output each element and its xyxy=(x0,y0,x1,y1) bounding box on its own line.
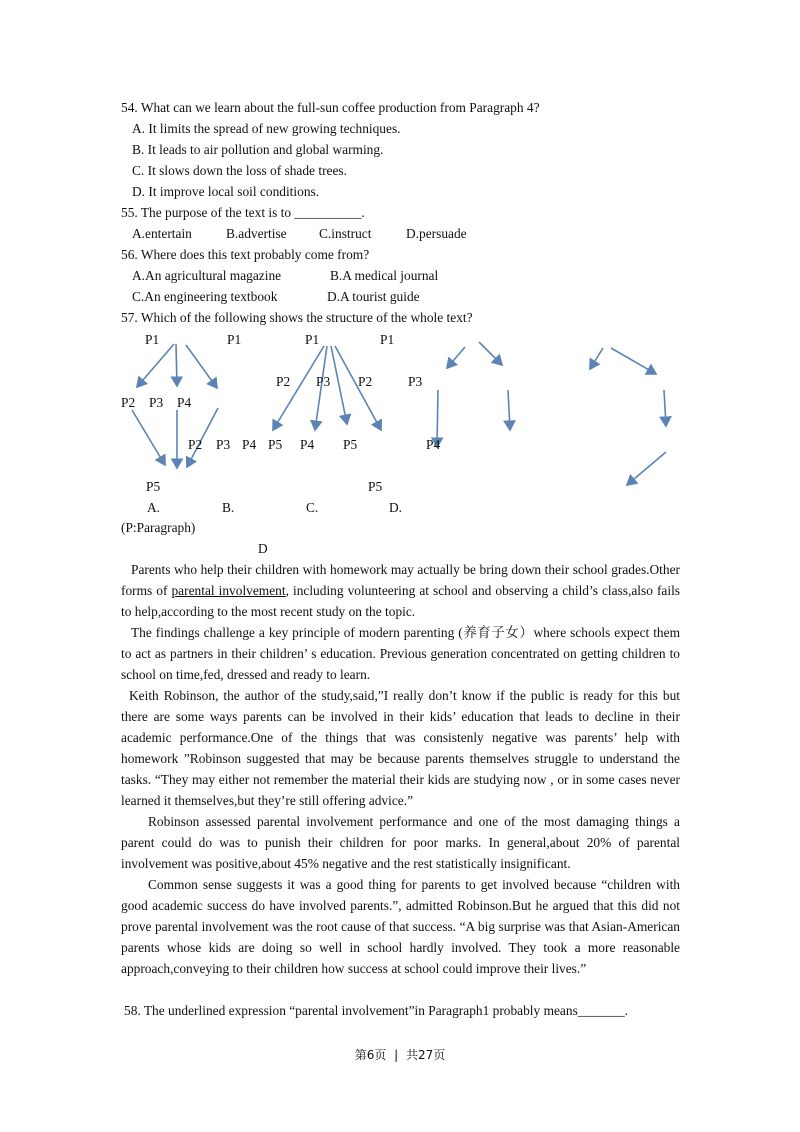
arrow-a-p1-p4 xyxy=(186,345,217,388)
footer-separator: | xyxy=(394,1048,399,1062)
arrow-d7 xyxy=(664,390,666,426)
diagram-d-p4: P4 xyxy=(426,437,441,452)
q57-option-d: D. xyxy=(389,500,403,515)
page-total: 共27页 xyxy=(406,1048,446,1062)
arrow-a-p1-p2 xyxy=(137,344,174,387)
diagram-a-p3: P3 xyxy=(149,395,164,410)
q54-option-d: D. It improve local soil conditions. xyxy=(132,184,320,199)
diagram-a-p4: P4 xyxy=(177,395,192,410)
structure-diagram xyxy=(0,0,800,520)
page-number: 第6页 xyxy=(354,1048,387,1062)
arrow-d6 xyxy=(611,348,656,374)
diagram-b-p3-row: P3 xyxy=(216,437,231,452)
q56-option-c: C.An engineering textbook xyxy=(132,289,278,304)
arrow-d8 xyxy=(627,452,666,485)
diagram-c-p5: P5 xyxy=(343,437,358,452)
passage-p1-after: , including volunteering at school and observing a child’s class,also fails to help,according to the most recent study on the topic. xyxy=(121,583,680,619)
page-footer xyxy=(0,1046,800,1063)
answer-line: D xyxy=(258,541,268,556)
underlined-expression: parental involvement xyxy=(171,583,286,598)
diagram-b-p1: P1 xyxy=(227,332,242,347)
q54-stem: 54. What can we learn about the full-sun coffee production from Paragraph 4? xyxy=(121,100,540,115)
q54-option-b: B. It leads to air pollution and global warming. xyxy=(132,142,384,157)
q57-option-c: C. xyxy=(306,500,319,515)
diagram-d-p3: P3 xyxy=(408,374,423,389)
passage-paragraph-5: Common sense suggests it was a good thing for parents to get involved because “children with good academic success do have involved parents.”, admitted Robinson.But he argued that this did not prove parental involvement was the root cause of that success. “A big surprise was that Asian-American parents whose kids are doing so well in school hardly involved. They took a more reasonable approach,conveying to their children how success at school could improve their lives.” xyxy=(121,877,680,976)
diagram-c-p1: P1 xyxy=(305,332,320,347)
q55-stem: 55. The purpose of the text is to __________. xyxy=(121,205,365,220)
diagram-d-p1: P1 xyxy=(380,332,395,347)
diagram-b-p2: P2 xyxy=(276,374,291,389)
q56-stem: 56. Where does this text probably come from? xyxy=(121,247,370,262)
diagram-a-p5: P5 xyxy=(146,479,161,494)
q58-stem: 58. The underlined expression “parental involvement”in Paragraph1 probably means_______. xyxy=(124,1003,628,1018)
passage-paragraph-2: The findings challenge a key principle of modern parenting (养育子女）where schools expect them to act as partners in their children’ s education. Previous generation concentrated on getting children to school on time,fed, dressed and ready to learn. xyxy=(121,625,680,682)
arrow-c-p1-p4 xyxy=(331,346,347,424)
arrow-d5 xyxy=(590,348,603,369)
diagram-a-p1: P1 xyxy=(145,332,160,347)
diagram-b-p3: P3 xyxy=(316,374,331,389)
q55-option-a: A.entertain xyxy=(132,226,192,241)
q55-option-d: D.persuade xyxy=(406,226,467,241)
q54-option-a: A. It limits the spread of new growing techniques. xyxy=(132,121,401,136)
diagram-c-p4: P4 xyxy=(300,437,315,452)
q57-option-a: A. xyxy=(147,500,161,515)
q55-option-c: C.instruct xyxy=(319,226,372,241)
q57-note: (P:Paragraph) xyxy=(121,520,196,535)
passage-paragraph-1 xyxy=(121,559,680,622)
q56-option-b: B.A medical journal xyxy=(330,268,439,283)
arrow-a-p1-p3 xyxy=(176,344,177,386)
arrow-a-p2-p5 xyxy=(132,410,165,465)
q57-stem: 57. Which of the following shows the structure of the whole text? xyxy=(121,310,473,325)
q56-option-a: A.An agricultural magazine xyxy=(132,268,282,283)
diagram-d-p5: P5 xyxy=(368,479,383,494)
diagram-d-p2: P2 xyxy=(358,374,373,389)
arrow-d1 xyxy=(447,347,465,368)
q55-option-b: B.advertise xyxy=(226,226,287,241)
diagram-a-p2: P2 xyxy=(121,395,136,410)
arrow-d2 xyxy=(479,342,502,365)
diagram-b-p5: P5 xyxy=(268,437,283,452)
q56-option-d: D.A tourist guide xyxy=(327,289,420,304)
q57-option-b: B. xyxy=(222,500,235,515)
passage-p1-before: Parents who help their children with homework may actually be bring down their school grades.Other forms of xyxy=(121,562,680,598)
diagram-b-p2-row: P2 xyxy=(188,437,203,452)
passage-paragraph-4: Robinson assessed parental involvement performance and one of the most damaging things a parent could do was to punish their children for poor marks. In general,about 20% of parental involvement was positive,about 45% negative and the rest statistically insignificant. xyxy=(121,814,680,871)
diagram-b-p4: P4 xyxy=(242,437,257,452)
passage-paragraph-3: Keith Robinson, the author of the study,said,”I really don’t know if the public is ready for this but there are some ways parents can be involved in their kids’ education that leads to decline in their academic performance.One of the things that was consistenly negative was parents’ help with homework ”Robinson suggested that may be because parents themselves struggle to understand the tasks. “They may either not remember the material their kids are studying now , or in some cases never learned it themselves,but they’re still offering advice.” xyxy=(121,688,680,808)
arrow-d4 xyxy=(508,390,510,430)
q54-option-c: C. It slows down the loss of shade trees. xyxy=(132,163,347,178)
